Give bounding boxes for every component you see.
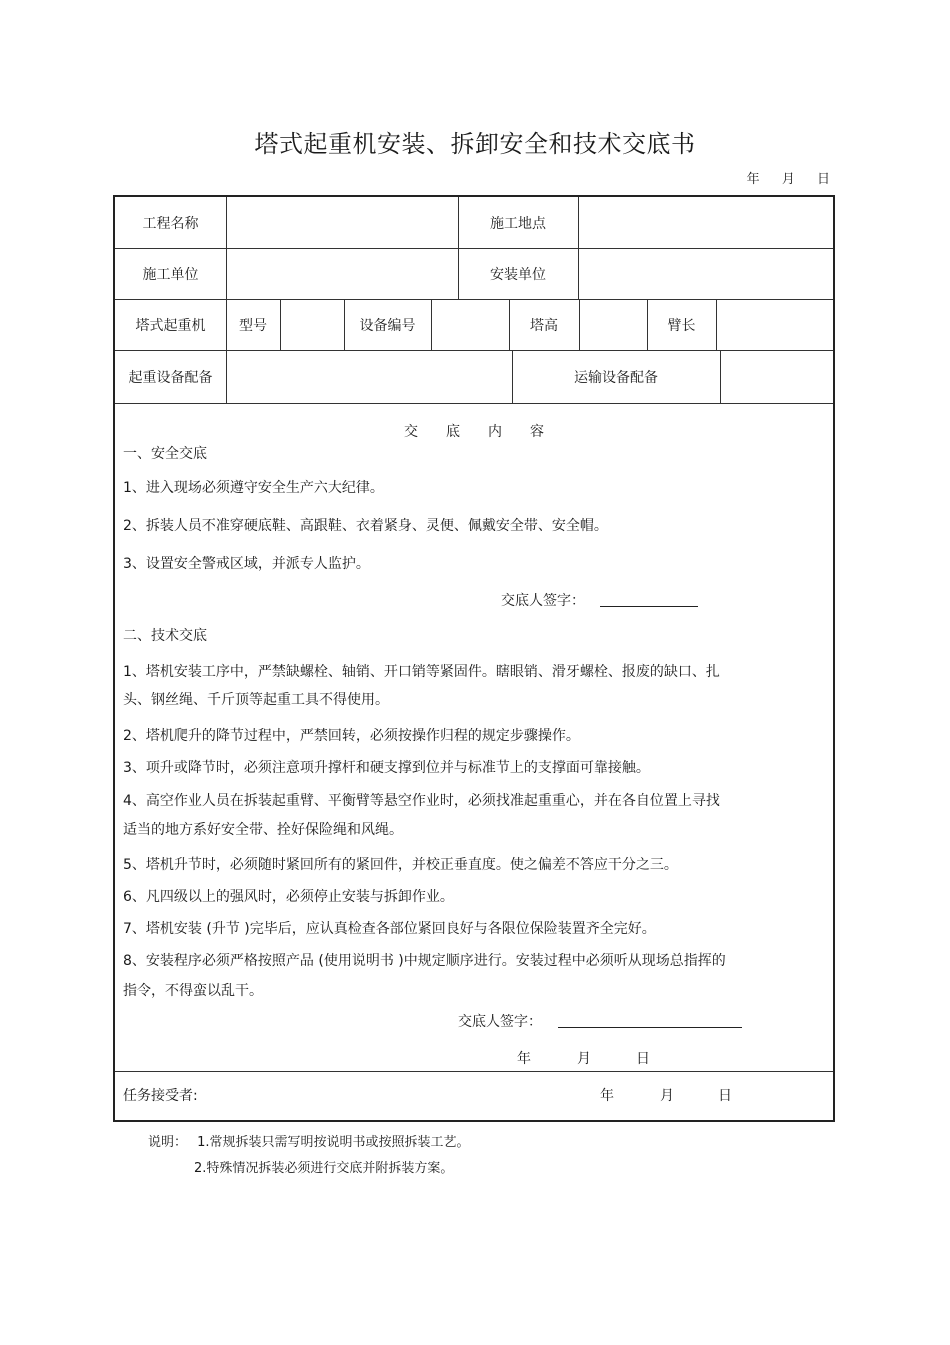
header-date: [729, 168, 830, 187]
notes-label: 说明：: [148, 1135, 188, 1150]
tower-height-label: 塔高: [509, 299, 580, 350]
header-date-day: 日: [816, 172, 830, 187]
form-row-units: [115, 248, 833, 300]
transport-equipment-field[interactable]: [720, 350, 833, 403]
transport-equipment-label: 运输设备配备: [512, 350, 721, 403]
header-date-year: 年: [746, 172, 760, 187]
tech-signature-line[interactable]: [558, 1026, 742, 1028]
arm-length-field[interactable]: [716, 299, 833, 350]
form-row-crane: [115, 299, 833, 351]
tech-item: 适当的地方系好安全带、拴好保险绳和风绳。: [123, 822, 403, 838]
tech-item: 3、项升或降节时，必须注意项升撑杆和硬支撑到位并与标准节上的支撑面可靠接触。: [123, 760, 650, 776]
note-item: 2.特殊情况拆装必须进行交底并附拆装方案。: [194, 1161, 454, 1176]
receiver-date-month: 月: [660, 1088, 674, 1104]
tech-item: 5、塔机升节时，必须随时紧回所有的紧回件，并校正垂直度。使之偏差不答应干分之三。: [123, 857, 678, 873]
construction-unit-label: 施工单位: [115, 248, 227, 299]
form-row-equipment: [115, 350, 833, 404]
tech-item: 头、钢丝绳、千斤顶等起重工具不得使用。: [123, 692, 389, 708]
safety-signature-label: 交底人签字：: [501, 593, 585, 609]
receiver-date-year: 年: [600, 1088, 614, 1104]
tech-item: 4、高空作业人员在拆装起重臂、平衡臂等悬空作业时，必须找准起重重心，并在各自位置上寻找: [123, 793, 720, 809]
page-title: 塔式起重机安装、拆卸安全和技术交底书: [254, 130, 696, 158]
model-label: 型号: [226, 299, 281, 350]
content-date-year: 年: [517, 1051, 531, 1067]
tech-item: 1、塔机安装工序中，严禁缺螺栓、轴销、开口销等紧固件。瞎眼销、滑牙螺栓、报废的缺口、扎: [123, 664, 720, 680]
receiver-label: 任务接受者:: [123, 1088, 198, 1104]
install-unit-field[interactable]: [578, 248, 833, 299]
tech-item: 2、塔机爬升的降节过程中，严禁回转，必须按操作归程的规定步骤操作。: [123, 728, 580, 744]
receiver-row: [115, 1071, 833, 1120]
content-date-month: 月: [577, 1051, 591, 1067]
tech-signature-label: 交底人签字：: [458, 1014, 542, 1030]
arm-length-label: 臂长: [647, 299, 717, 350]
site-location-field[interactable]: [578, 197, 833, 248]
tech-item: 6、凡四级以上的强风时，必须停止安装与拆卸作业。: [123, 889, 454, 905]
tech-item: 7、塔机安装 (升节 )完毕后，应认真检查各部位紧回良好与各限位保险装置齐全完好。: [123, 921, 656, 937]
content-date-day: 日: [636, 1051, 650, 1067]
site-location-label: 施工地点: [458, 197, 579, 248]
note-line-1: [148, 1130, 470, 1156]
project-name-label: 工程名称: [115, 197, 227, 248]
construction-unit-field[interactable]: [226, 248, 459, 299]
header-date-month: 月: [781, 172, 795, 187]
equipment-number-label: 设备编号: [344, 299, 432, 350]
note-item: 1.常规拆装只需写明按说明书或按照拆装工艺。: [197, 1135, 470, 1150]
safety-signature-line[interactable]: [600, 605, 698, 607]
equipment-number-field[interactable]: [431, 299, 510, 350]
lifting-equipment-label: 起重设备配备: [115, 350, 227, 403]
safety-heading: 一、安全交底: [123, 446, 207, 462]
tech-heading: 二、技术交底: [123, 628, 207, 644]
tower-height-field[interactable]: [579, 299, 648, 350]
tech-item: 指令，不得蛮以乱干。: [123, 983, 263, 999]
tower-crane-label: 塔式起重机: [115, 299, 227, 350]
safety-item: 3、设置安全警戒区域，并派专人监护。: [123, 556, 370, 572]
form-row-project: [115, 197, 833, 249]
handover-form: [113, 195, 835, 1122]
model-field[interactable]: [280, 299, 345, 350]
receiver-date-day: 日: [718, 1088, 732, 1104]
project-name-field[interactable]: [226, 197, 459, 248]
lifting-equipment-field[interactable]: [226, 350, 513, 403]
handover-content: [115, 403, 833, 1072]
install-unit-label: 安装单位: [458, 248, 579, 299]
content-heading: 交底内容: [404, 424, 572, 440]
tech-item: 8、安装程序必须严格按照产品 (使用说明书 )中规定顺序进行。安装过程中必须听从现场总指挥的: [123, 953, 726, 969]
notes: [148, 1130, 470, 1182]
safety-item: 1、进入现场必须遵守安全生产六大纪律。: [123, 480, 384, 496]
safety-item: 2、拆装人员不准穿硬底鞋、高跟鞋、衣着紧身、灵便、佩戴安全带、安全帽。: [123, 518, 608, 534]
